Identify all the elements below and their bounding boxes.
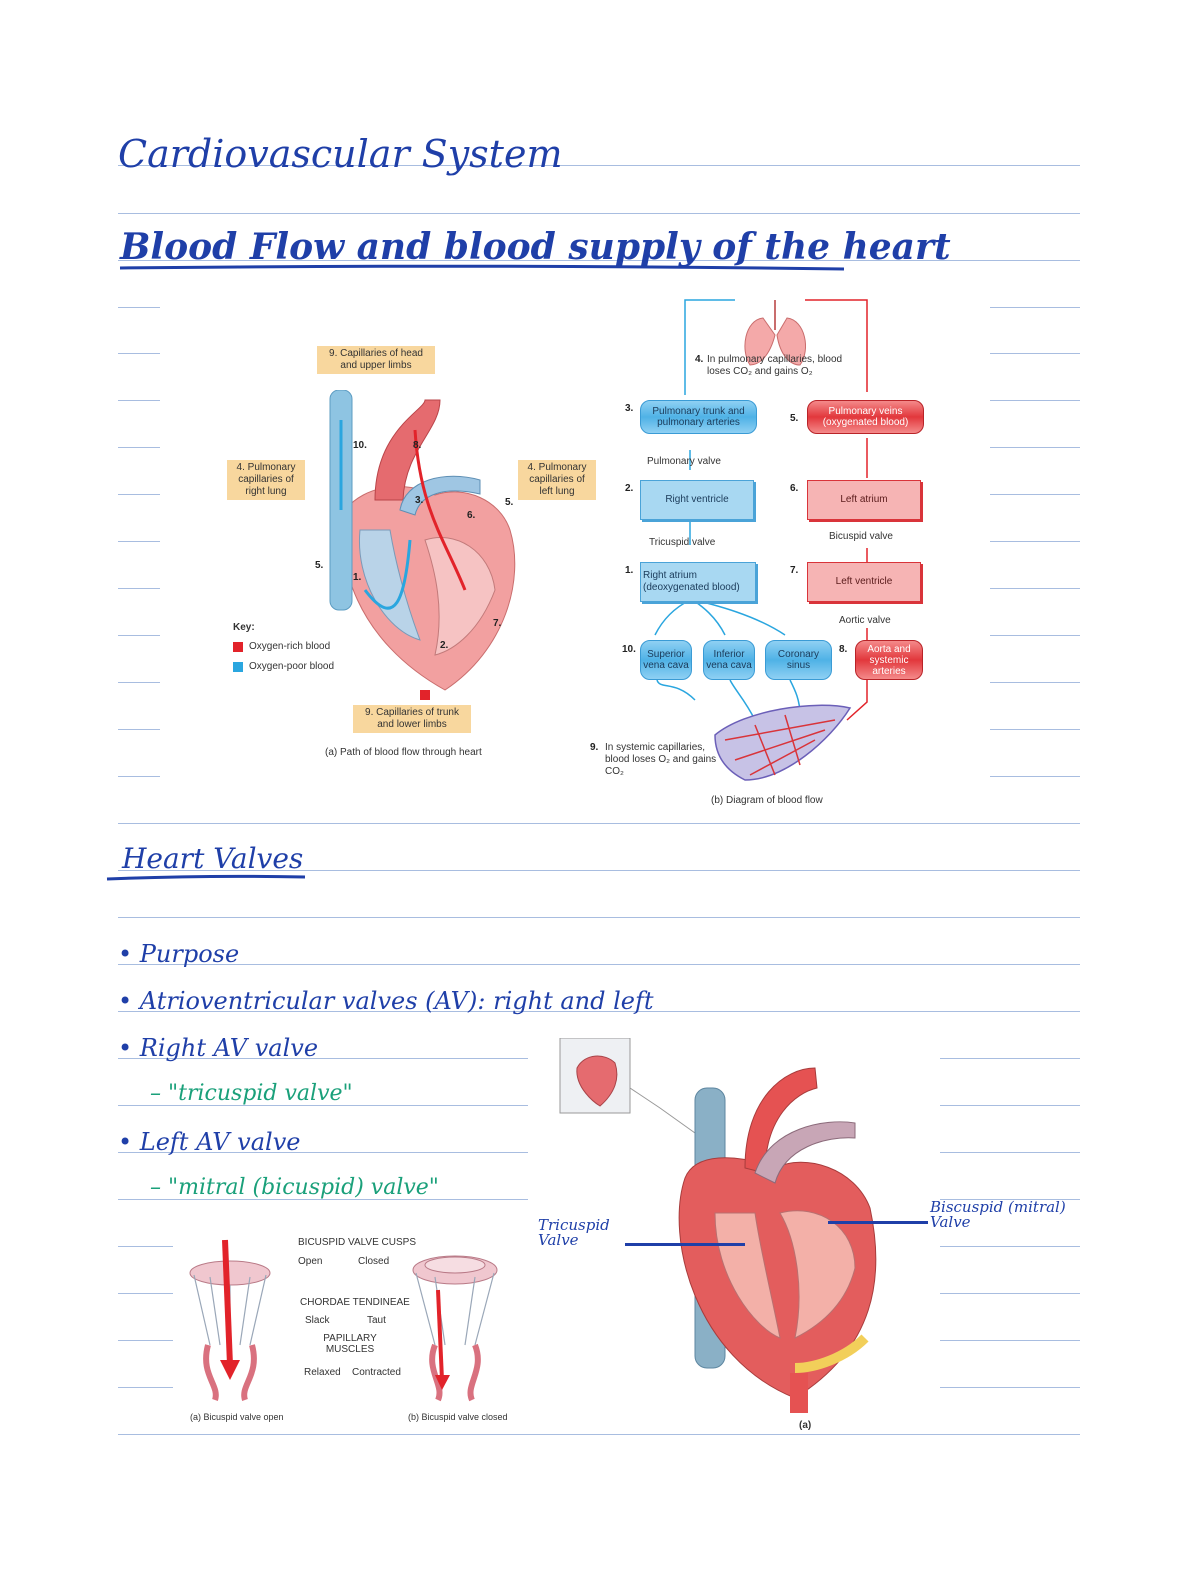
fig-b-coronary-sinus: Coronary sinus [765,640,832,680]
section-heading-heart-valves: Heart Valves [122,842,304,875]
valve-slack: Slack [305,1315,330,1326]
fig-b-step8: Aorta and systemic arteries [855,640,923,680]
fig-b-step9: In systemic capillaries, blood loses O₂ and gains CO₂ [605,742,717,777]
fig-a-num-8: 8. [413,440,422,451]
fig-b-caption: (b) Diagram of blood flow [711,795,823,806]
fig-a-num-7: 7. [493,618,502,629]
fig-b-svc: Superior vena cava [640,640,692,680]
note-av-valves: • Atrioventricular valves (AV): right and left [118,987,654,1015]
page-title: Cardiovascular System [118,132,563,176]
fig-a-num-5-right: 5. [315,560,324,571]
fig-b-num-7: 7. [790,565,799,576]
fig-a-num-5-left: 5. [505,497,514,508]
label-capillaries-right-lung: 4. Pulmonary capillaries of right lung [227,460,305,500]
heart-valves-underline [105,873,310,883]
key-swatch-oxygen-rich [233,642,243,652]
note-tricuspid-valve-label: Tricuspid Valve [538,1216,610,1249]
key-oxygen-rich: Oxygen-rich blood [249,641,331,652]
fig-b-aortic-valve: Aortic valve [839,615,891,626]
heart-illustration [295,390,525,700]
fig-b-num-8: 8. [839,644,848,655]
valve-relaxed: Relaxed [304,1367,341,1378]
valve-chordae-title: CHORDAE TENDINEAE [300,1297,410,1308]
fig-b-step4: In pulmonary capillaries, blood loses CO₂ and gains O₂ [707,354,843,377]
fig-b-num-1: 1. [625,565,634,576]
fig-b-pulmonary-valve: Pulmonary valve [647,456,721,467]
note-left-av: • Left AV valve [118,1128,301,1156]
fig-b-step2: Right ventricle [640,480,754,520]
note-right-av: • Right AV valve [118,1034,319,1062]
fig-b-num-2: 2. [625,483,634,494]
key-swatch-oxygen-poor [233,662,243,672]
fig-b-num-4: 4. [695,354,704,365]
fig-a-num-1: 1. [353,572,362,583]
valve-caption-a: (a) Bicuspid valve open [190,1412,284,1422]
label-capillaries-trunk: 9. Capillaries of trunk and lower limbs [353,705,471,733]
note-mitral: – "mitral (bicuspid) valve" [150,1175,439,1200]
heart-cutaway-illustration [555,1038,935,1438]
valve-contracted: Contracted [352,1367,401,1378]
fig-b-step7: Left ventricle [807,562,921,602]
label-capillaries-left-lung: 4. Pulmonary capillaries of left lung [518,460,596,500]
fig-b-bicuspid-valve: Bicuspid valve [829,531,893,542]
figure-bicuspid-valve [180,1225,525,1430]
note-tricuspid: – "tricuspid valve" [150,1081,353,1106]
fig-b-step6: Left atrium [807,480,921,520]
fig-b-ivc: Inferior vena cava [703,640,755,680]
valve-cusps-title: BICUSPID VALVE CUSPS [298,1237,416,1248]
figure-blood-flow-diagram [585,280,990,815]
fig-a-num-3: 3. [415,495,424,506]
key-oxygen-poor: Oxygen-poor blood [249,661,335,672]
fig-b-num-5: 5. [790,413,799,424]
fig-a-num-10: 10. [353,440,367,451]
tricuspid-pointer-line [625,1243,745,1246]
figure-heart-cutaway [555,1038,935,1438]
fig-b-step3: Pulmonary trunk and pulmonary arteries [640,400,757,434]
valve-papillary-title: PAPILLARY MUSCLES [323,1333,377,1355]
valve-caption-b: (b) Bicuspid valve closed [408,1412,508,1422]
fig-a-caption: (a) Path of blood flow through heart [325,747,482,758]
heart-cutaway-caption: (a) [799,1420,812,1431]
fig-b-step1: Right atrium (deoxygenated blood) [640,562,756,602]
fig-b-num-6: 6. [790,483,799,494]
fig-b-step5: Pulmonary veins (oxygenated blood) [807,400,924,434]
valve-illustration [180,1225,525,1430]
note-bicuspid-valve-label: Biscuspid (mitral) Valve [930,1198,1066,1231]
fig-b-num-10: 10. [622,644,636,655]
label-capillaries-head: 9. Capillaries of head and upper limbs [317,346,435,374]
key-title: Key: [233,622,255,633]
fig-a-num-2: 2. [440,640,449,651]
figure-heart-blood-path [225,340,605,770]
valve-taut: Taut [367,1315,386,1326]
heading-underline [118,262,848,274]
valve-closed: Closed [358,1256,390,1267]
fig-b-num-3: 3. [625,403,634,414]
fig-b-num-9: 9. [590,742,599,753]
valve-open: Open [298,1256,323,1267]
section-heading-blood-flow: Blood Flow and blood supply of the heart [120,226,951,268]
fig-b-tricuspid-valve: Tricuspid valve [649,537,716,548]
note-purpose: • Purpose [118,940,240,968]
bicuspid-pointer-line [828,1221,928,1224]
fig-a-num-6: 6. [467,510,476,521]
